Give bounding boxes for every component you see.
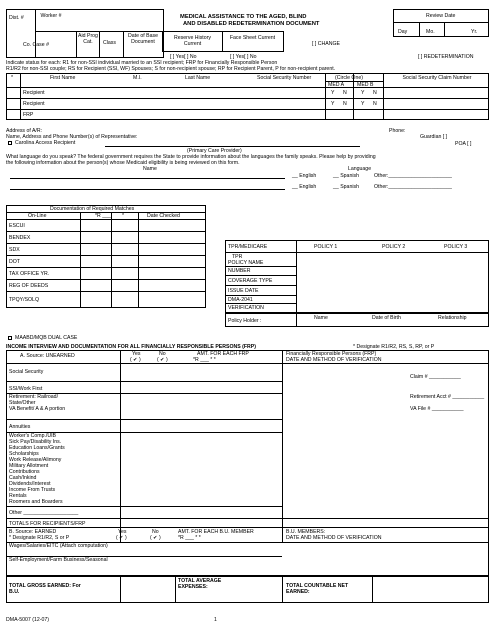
tpr-row-verification: VERIFICATION: [228, 305, 264, 311]
dist-label: Dist. #: [9, 15, 24, 21]
face-label: Face Sheet Current: [229, 35, 276, 41]
tpr-row-tpr: TPR: [232, 254, 243, 260]
maabd-label: MAABD/MQB DUAL CASE: [15, 335, 78, 341]
doc-item-dot: DOT: [9, 259, 20, 265]
form-title-line1: MEDICAL ASSISTANCE TO THE AGED, BLIND: [180, 14, 307, 20]
guardian-checkbox[interactable]: Guardian [ ]: [420, 134, 448, 140]
reserve-label: Reserve History Current: [174, 35, 211, 47]
status-note-line2: R1/R2 for non-SSI couple; RS for Recipient (SSI, WF) Spouses; S for non-recipient spouse; RP for Recipient Parent, P for non-recipient parent.: [6, 66, 336, 72]
page-number: 1: [214, 617, 217, 623]
income-annuities: Annuities: [9, 424, 31, 430]
total-gross-earned: TOTAL GROSS EARNED: For B.U.: [9, 583, 81, 595]
misc-rentals: Rentals: [9, 493, 27, 499]
lang-english-2[interactable]: __ English: [292, 184, 317, 190]
primary-care-provider-label: (Primary Care Provider): [187, 148, 242, 154]
tpr-policy1: POLICY 1: [314, 244, 338, 250]
frp-label: Financially Responsible Persons (FRP): [286, 351, 377, 357]
address-ar-label: Address of A/R:: [6, 128, 43, 134]
tpr-policy3: POLICY 3: [444, 244, 468, 250]
tpr-policy-holder: Policy Holder :: [228, 318, 262, 324]
representative-label: Name, Address and Phone Number(s) of Representative:: [6, 134, 138, 140]
med-b-n-2[interactable]: N: [373, 101, 377, 107]
misc-roomers: Roomers and Boarders: [9, 499, 63, 505]
income-social-security: Social Security: [9, 369, 44, 375]
income-ssi: SSI/Work First: [9, 386, 43, 392]
unearned-no-check: ( ✔ ): [157, 357, 168, 363]
med-b-y-1[interactable]: Y: [361, 90, 365, 96]
person-row-frp: FRP: [23, 112, 34, 118]
doc-date-checked-header: Date Checked: [147, 213, 180, 219]
lang-spanish-2[interactable]: __ Spanish: [333, 184, 359, 190]
totals-recipients: TOTALS FOR RECIPIENTS/FRP: [9, 521, 86, 527]
unearned-yes-check: ( ✔ ): [130, 357, 141, 363]
earned-no: No: [152, 529, 159, 535]
day-label: Day: [398, 29, 408, 35]
doc-item-tax-office: TAX OFFICE YR.: [9, 271, 50, 277]
earned-date-method: DATE AND METHOD OF VERIFICATION: [286, 535, 382, 541]
lang-language-header: Language: [348, 166, 372, 172]
unearned-amt: AMT. FOR EACH FRP: [197, 351, 249, 357]
tpr-row-issue-date: ISSUE DATE: [228, 288, 259, 294]
date-base-label: Date of Base Document: [128, 33, 158, 45]
med-a-n-1[interactable]: N: [343, 90, 347, 96]
doc-online-header: On-Line: [28, 213, 47, 219]
form-number: DMA-5007 (12-07): [6, 617, 49, 623]
misc-education: Education Loans/Grants: [9, 445, 65, 451]
yr-label: Yr.: [471, 29, 478, 35]
med-a-y-1[interactable]: Y: [331, 90, 335, 96]
earned-amt-bu: AMT. FOR EACH B.U. MEMBER: [178, 529, 254, 535]
total-countable-net: TOTAL COUNTABLE NET EARNED:: [286, 583, 349, 595]
tpr-dob: Date of Birth: [372, 315, 401, 321]
med-b-n-1[interactable]: N: [373, 90, 377, 96]
tpr-title: TPR/MEDICARE: [228, 244, 268, 250]
change-checkbox[interactable]: [ ] CHANGE: [312, 41, 340, 47]
phone-label: Phone:: [389, 128, 406, 134]
earned-yes-check: ( ✔ ): [116, 535, 127, 541]
unearned-no: No: [159, 351, 166, 357]
case-label: Co. Case #: [23, 42, 49, 48]
documentation-table: [6, 205, 206, 308]
doc-item-reg-deeds: REG OF DEEDS: [9, 283, 49, 289]
unearned-yes: Yes: [132, 351, 141, 357]
ssn-header: Social Security Number: [257, 75, 312, 81]
language-question-line1: What language do you speak? The federal government requires the State to provide information about the languages the family speaks. Please help by providing: [6, 154, 376, 160]
first-name-header: First Name: [50, 75, 76, 81]
misc-sick-pay: Sick Pay/Disability Ins.: [9, 439, 62, 445]
lang-name-header: Name: [143, 166, 157, 172]
med-a-n-2[interactable]: N: [343, 101, 347, 107]
misc-contributions: Contributions: [9, 469, 40, 475]
tpr-row-policy-name: POLICY NAME: [228, 260, 264, 266]
bu-members: B.U. MEMBERS:: [286, 529, 326, 535]
source-unearned: A. Source: UNEARNED: [20, 353, 75, 359]
misc-scholarships: Scholarships: [9, 451, 39, 457]
misc-military: Military Allotment: [9, 463, 49, 469]
lang-spanish-1[interactable]: __ Spanish: [333, 173, 359, 179]
income-retirement: Retirement: Railroad/ State/Other: [9, 394, 59, 406]
carolina-access-checkbox[interactable]: [8, 141, 12, 145]
earned-no-check: ( ✔ ): [150, 535, 161, 541]
doc-item-tpqy: TPQY/SOLQ: [9, 297, 39, 303]
worker-label: Worker #: [40, 13, 62, 19]
claim-number: Claim # ___________: [410, 374, 461, 380]
va-file: VA File # ___________: [410, 406, 464, 412]
misc-dividends: Dividends/Interest: [9, 481, 51, 487]
retirement-acct: Retirement Acct # ___________: [410, 394, 485, 400]
misc-trusts: Income From Trusts: [9, 487, 56, 493]
language-question-line2: the following information about the person(s) whose Medicaid eligibility is being reviewed on this form.: [6, 160, 240, 166]
med-a-y-2[interactable]: Y: [331, 101, 335, 107]
tpr-row-coverage: COVERAGE TYPE: [228, 278, 273, 284]
income-designate: * Designate R1/R2, RS, S, RP, or P: [353, 344, 435, 350]
carolina-access-line: [105, 146, 360, 147]
earned-wages: Wages/Salaries/EITC (Attach computation): [9, 543, 108, 549]
earned-yes: Yes: [118, 529, 127, 535]
designate-earned: * Designate R1/R2, S or P: [9, 535, 70, 541]
income-title: INCOME INTERVIEW AND DOCUMENTATION FOR ALL FINANCIALLY RESPONSIBLE PERSONS (FRP): [6, 344, 256, 350]
poa-checkbox[interactable]: POA [ ]: [455, 141, 472, 147]
last-name-header: Last Name: [185, 75, 211, 81]
mo-label: Mo.: [426, 29, 435, 35]
earned-self-employment: Self-Employment/Farm Business/Seasonal: [9, 557, 108, 563]
carolina-access-label: Carolina Access Recipient: [15, 140, 76, 146]
tpr-row-dma: DMA-2041: [228, 297, 253, 303]
tpr-policy2: POLICY 2: [382, 244, 406, 250]
med-b-y-2[interactable]: Y: [361, 101, 365, 107]
lang-other-2[interactable]: Other:______________________: [374, 184, 452, 190]
redetermination-checkbox[interactable]: [ ] REDETERMINATION: [418, 54, 474, 60]
doc-item-escui: ESCUI: [9, 223, 25, 229]
review-date-label: Review Date: [426, 13, 456, 19]
doc-item-bendex: BENDEX: [9, 235, 31, 241]
misc-cash-inkind: Cash/Inkind: [9, 475, 37, 481]
tpr-relationship: Relationship: [438, 315, 467, 321]
tpr-row-number: NUMBER: [228, 268, 251, 274]
person-row-recipient-2: Recipient: [23, 101, 45, 107]
doc-star-header: *: [122, 213, 125, 219]
face-yes-no[interactable]: [ ] Yes[ ] No: [230, 54, 257, 60]
date-method-label: DATE AND METHOD OF VERIFICATION: [286, 357, 382, 363]
lang-english-1[interactable]: __ English: [292, 173, 317, 179]
med-b-header: MED B: [357, 82, 374, 88]
doc-r-header: *R ___: [95, 213, 111, 219]
source-earned: B. Source: EARNED: [9, 529, 57, 535]
misc-workers-comp: Worker's Comp./UIB: [9, 433, 57, 439]
status-note-line1: Indicate status for each: R1 for non-SSI individual married to an SSI recipient; FRP for Financially Responsible Person: [6, 60, 278, 66]
aid-label: Aid Prog Cat.: [78, 33, 98, 45]
form-title-line2: AND DISABLED REDETERMINATION DOCUMENT: [183, 21, 320, 27]
income-other: Other ___________________: [9, 510, 79, 516]
person-row-recipient-1: Recipient: [23, 90, 45, 96]
class-label: Class: [103, 40, 116, 46]
documentation-title: Documentation of Required Matches: [50, 206, 135, 212]
maabd-checkbox[interactable]: [8, 336, 12, 340]
unearned-r-cols: *R ___ * *: [193, 357, 216, 363]
lang-other-1[interactable]: Other:______________________: [374, 173, 452, 179]
mi-header: M.I.: [133, 75, 142, 81]
earned-r-cols: *R ___ * *: [178, 535, 201, 541]
med-a-header: MED A: [328, 82, 345, 88]
persons-star: *: [11, 75, 14, 81]
misc-work-release: Work Release/Alimony: [9, 457, 62, 463]
tpr-name: Name: [314, 315, 328, 321]
reserve-yes-no[interactable]: [ ] Yes[ ] No: [170, 54, 197, 60]
ss-claim-header: Social Security Claim Number: [402, 75, 472, 81]
total-average-expenses: TOTAL AVERAGE EXPENSES:: [178, 578, 222, 590]
circle-one-header: (Circle One): [335, 75, 363, 81]
doc-item-sdx: SDX: [9, 247, 20, 253]
income-va: VA Benefit/ A & A portion: [9, 406, 66, 412]
